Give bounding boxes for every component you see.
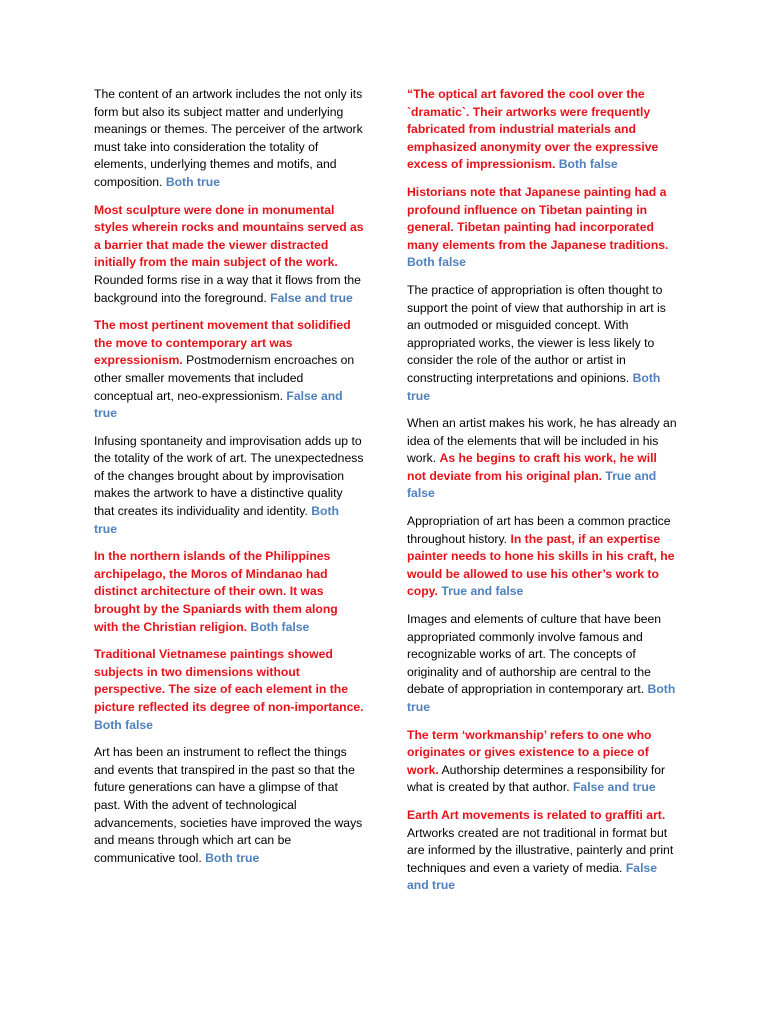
answer-label: Both true: [407, 370, 661, 403]
answer-label: Both true: [205, 850, 260, 865]
statement-text: Artworks created are not traditional in format but are informed by the illustrative, painterly and print techniques and even a variety of media.: [407, 825, 674, 875]
statement-text: Rounded forms rise in a way that it flows from the background into the foreground.: [94, 272, 361, 305]
answer-label: Both false: [407, 255, 466, 270]
left-paragraph-1: [94, 86, 364, 192]
highlighted-statement: “The optical art favored the cool over the `dramatic`. Their artworks were frequently fabricated from industrial materials and emphasized anonymity over the expressive excess of impressionism.: [407, 87, 659, 172]
right-paragraph-4: [407, 415, 677, 503]
answer-label: Both true: [94, 504, 339, 536]
answer-label: Both false: [558, 157, 618, 172]
right-paragraph-8: [407, 807, 677, 895]
left-paragraph-7: [94, 744, 364, 867]
answer-label: False and true: [407, 860, 658, 893]
highlighted-statement: The term ‘workmanship’ refers to one who originates or gives existence to a piece of work.: [407, 727, 652, 777]
answer-label: Both true: [165, 174, 220, 189]
highlighted-statement: Earth Art movements is related to graffiti art.: [407, 807, 666, 822]
highlighted-statement: The most pertinent movement that solidified the move to contemporary art was expressionism.: [94, 318, 351, 368]
answer-label: True and false: [441, 584, 524, 599]
right-paragraph-5: [407, 513, 677, 601]
highlighted-statement: Traditional Vietnamese paintings showed subjects in two dimensions without perspective. The size of each element in the picture reflected its degree of non-importance.: [94, 647, 364, 714]
left-paragraph-2: [94, 202, 364, 308]
answer-label: Both false: [94, 717, 153, 732]
left-paragraph-6: [94, 646, 364, 734]
left-paragraph-4: [94, 433, 364, 539]
right-paragraph-3: [407, 282, 677, 405]
statement-text: Appropriation of art has been a common practice throughout history.: [407, 514, 671, 546]
left-column: [94, 86, 364, 877]
left-paragraph-3: [94, 317, 364, 423]
highlighted-statement: Most sculpture were done in monumental styles wherein rocks and mountains served as a barrier that made the viewer distracted initially from the main subject of the work.: [94, 202, 364, 270]
answer-label: False and true: [270, 290, 353, 305]
statement-text: Postmodernism encroaches on other smaller movements that included conceptual art, neo-expressionism.: [94, 353, 355, 403]
statement-text: The content of an artwork includes the not only its form but also its subject matter and underlying meanings or themes. The perceiver of the artwork must take into consideration the totality of elements, underlying themes and motifs, and composition.: [94, 87, 363, 189]
right-paragraph-1: [407, 86, 677, 174]
right-paragraph-2: [407, 184, 677, 272]
answer-label: Both true: [407, 682, 676, 714]
highlighted-statement: Historians note that Japanese painting had a profound influence on Tibetan painting in general. Tibetan painting had incorporated many elements from the Japanese traditions.: [407, 184, 669, 252]
right-column: [407, 86, 677, 905]
right-paragraph-6: [407, 611, 677, 717]
answer-label: False and true: [94, 388, 343, 421]
highlighted-statement: As he begins to craft his work, he will not deviate from his original plan.: [407, 451, 657, 483]
answer-label: Both false: [250, 619, 310, 634]
statement-text: Infusing spontaneity and improvisation adds up to the totality of the work of art. The unexpectedness of the changes brought about by improvisation makes the artwork to have a distinctive quality that creates its individuality and identity.: [94, 433, 364, 519]
statement-text: When an artist makes his work, he has already an idea of the elements that will be included in his work.: [407, 416, 677, 466]
left-paragraph-5: [94, 548, 364, 636]
highlighted-statement: In the past, if an expertise painter needs to hone his skills in his craft, he would be allowed to use his other’s work to copy.: [407, 531, 675, 599]
answer-label: False and true: [572, 780, 656, 795]
statement-text: The practice of appropriation is often thought to support the point of view that authorship in art is an outmoded or misguided concept. With appropriated works, the viewer is less likely to consider the role of the author or artist in constructing interpretations and opinions.: [407, 282, 666, 385]
statement-text: Authorship determines a responsibility for what is created by that author.: [407, 762, 666, 795]
highlighted-statement: In the northern islands of the Philippines archipelago, the Moros of Mindanao had distinct architecture of their own. It was brought by the Spaniards with them along with the Christian religion.: [94, 549, 338, 634]
answer-label: True and false: [407, 468, 657, 501]
right-paragraph-7: [407, 727, 677, 797]
statement-text: Art has been an instrument to reflect the things and events that transpired in the past so that the future generations can have a glimpse of that past. With the advent of technological advancements, societies have improved the ways and means through which art can be communicative tool.: [94, 745, 363, 865]
statement-text: Images and elements of culture that have been appropriated commonly involve famous and recognizable works of art. The concepts of originality and of authorship are central to the debate of appropriation in contemporary art.: [407, 612, 662, 697]
